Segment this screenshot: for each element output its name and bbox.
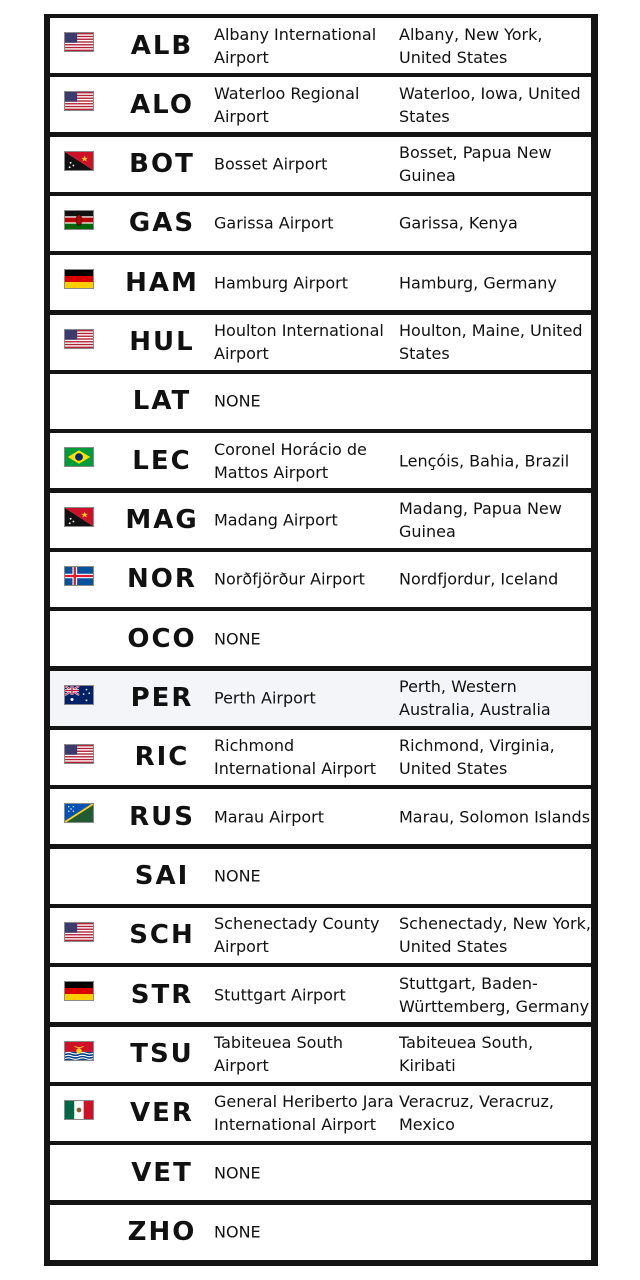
airport-code-table	[44, 14, 598, 1266]
airport-name: Tabiteuea South Airport	[214, 1033, 344, 1076]
airport-name: NONE	[214, 1163, 261, 1183]
airport-code: ALB	[130, 30, 194, 61]
airport-name: Houlton International Airport	[214, 321, 384, 364]
airport-code: RIC	[134, 742, 190, 773]
table-row	[50, 196, 591, 251]
airport-name: NONE	[214, 866, 261, 886]
airport-location: Albany, New York, United States	[399, 24, 543, 67]
airport-name: NONE	[214, 391, 261, 411]
table-row	[50, 433, 591, 488]
airport-code: HUL	[129, 327, 195, 358]
airport-code: BOT	[129, 149, 195, 180]
airport-name: Stuttgart Airport	[214, 985, 346, 1005]
airport-location: Stuttgart, Baden-Württemberg, Germany	[399, 973, 590, 1016]
airport-code: ALO	[130, 89, 194, 120]
table-row	[50, 18, 591, 73]
table-row	[50, 374, 591, 429]
airport-location: Hamburg, Germany	[399, 273, 557, 293]
brazil-flag-icon	[64, 447, 94, 467]
kiribati-flag-icon	[64, 1041, 94, 1061]
airport-location: Houlton, Maine, United States	[399, 321, 583, 364]
airport-location: Tabiteuea South, Kiribati	[399, 1033, 534, 1076]
table-row	[50, 730, 591, 785]
table-row	[50, 77, 591, 132]
us-flag-icon	[64, 91, 94, 111]
us-flag-icon	[64, 329, 94, 349]
airport-name: Perth Airport	[214, 688, 316, 708]
airport-location: Schenectady, New York, United States	[399, 914, 591, 957]
airport-code: ZHO	[127, 1217, 197, 1248]
us-flag-icon	[64, 744, 94, 764]
germany-flag-icon	[64, 269, 94, 289]
airport-location: Marau, Solomon Islands	[399, 807, 591, 827]
airport-location: Perth, Western Australia, Australia	[399, 677, 551, 720]
airport-location: Bosset, Papua New Guinea	[399, 143, 552, 186]
airport-code: MAG	[125, 505, 199, 536]
airport-code: GAS	[128, 208, 196, 239]
airport-name: Waterloo Regional Airport	[214, 83, 360, 126]
airport-name: Schenectady County Airport	[214, 914, 380, 957]
airport-code: SCH	[129, 920, 195, 951]
us-flag-icon	[64, 32, 94, 52]
airport-code: RUS	[129, 801, 195, 832]
airport-name: Norðfjörður Airport	[214, 569, 365, 589]
table-row	[50, 255, 591, 310]
airport-name: General Heriberto Jara International Airport	[214, 1092, 394, 1135]
airport-location: Waterloo, Iowa, United States	[399, 83, 581, 126]
airport-name: Albany International Airport	[214, 24, 377, 67]
airport-name: Hamburg Airport	[214, 273, 349, 293]
table-row	[50, 552, 591, 607]
airport-name: Madang Airport	[214, 510, 338, 530]
table-row	[50, 1205, 591, 1260]
airport-code: HAM	[125, 267, 199, 298]
table-row	[50, 849, 591, 904]
mexico-flag-icon	[64, 1100, 94, 1120]
airport-code: VER	[130, 1098, 194, 1129]
table-row	[50, 493, 591, 548]
airport-name: Coronel Horácio de Mattos Airport	[214, 439, 367, 482]
airport-location: Lençóis, Bahia, Brazil	[399, 451, 570, 471]
airport-code: STR	[130, 979, 194, 1010]
airport-name: Bosset Airport	[214, 154, 328, 174]
papua-new-guinea-flag-icon	[64, 151, 94, 171]
airport-name: NONE	[214, 1222, 261, 1242]
table-row	[50, 967, 591, 1022]
australia-flag-icon	[64, 685, 94, 705]
airport-location: Garissa, Kenya	[399, 213, 518, 233]
airport-name: NONE	[214, 629, 261, 649]
airport-location: Madang, Papua New Guinea	[399, 499, 562, 542]
airport-code: TSU	[130, 1039, 194, 1070]
table-row	[50, 611, 591, 666]
germany-flag-icon	[64, 981, 94, 1001]
solomon-islands-flag-icon	[64, 803, 94, 823]
table-row	[50, 1086, 591, 1141]
table-row	[50, 671, 591, 726]
airport-location: Richmond, Virginia, United States	[399, 736, 555, 779]
airport-name: Garissa Airport	[214, 213, 334, 233]
airport-code: OCO	[127, 623, 197, 654]
table-row	[50, 315, 591, 370]
airport-name: Richmond International Airport	[214, 736, 376, 779]
airport-name: Marau Airport	[214, 807, 324, 827]
airport-code: PER	[130, 683, 194, 714]
airport-code: SAI	[134, 861, 190, 892]
table-row	[50, 137, 591, 192]
airport-code: LEC	[132, 445, 192, 476]
table-row	[50, 1145, 591, 1200]
airport-location: Veracruz, Veracruz, Mexico	[399, 1092, 554, 1135]
airport-code: VET	[131, 1157, 193, 1188]
us-flag-icon	[64, 922, 94, 942]
table-row	[50, 908, 591, 963]
airport-location: Nordfjordur, Iceland	[399, 569, 559, 589]
table-row	[50, 789, 591, 844]
papua-new-guinea-flag-icon	[64, 507, 94, 527]
airport-code: NOR	[127, 564, 197, 595]
table-row	[50, 1027, 591, 1082]
kenya-flag-icon	[64, 210, 94, 230]
iceland-flag-icon	[64, 566, 94, 586]
airport-code: LAT	[132, 386, 192, 417]
